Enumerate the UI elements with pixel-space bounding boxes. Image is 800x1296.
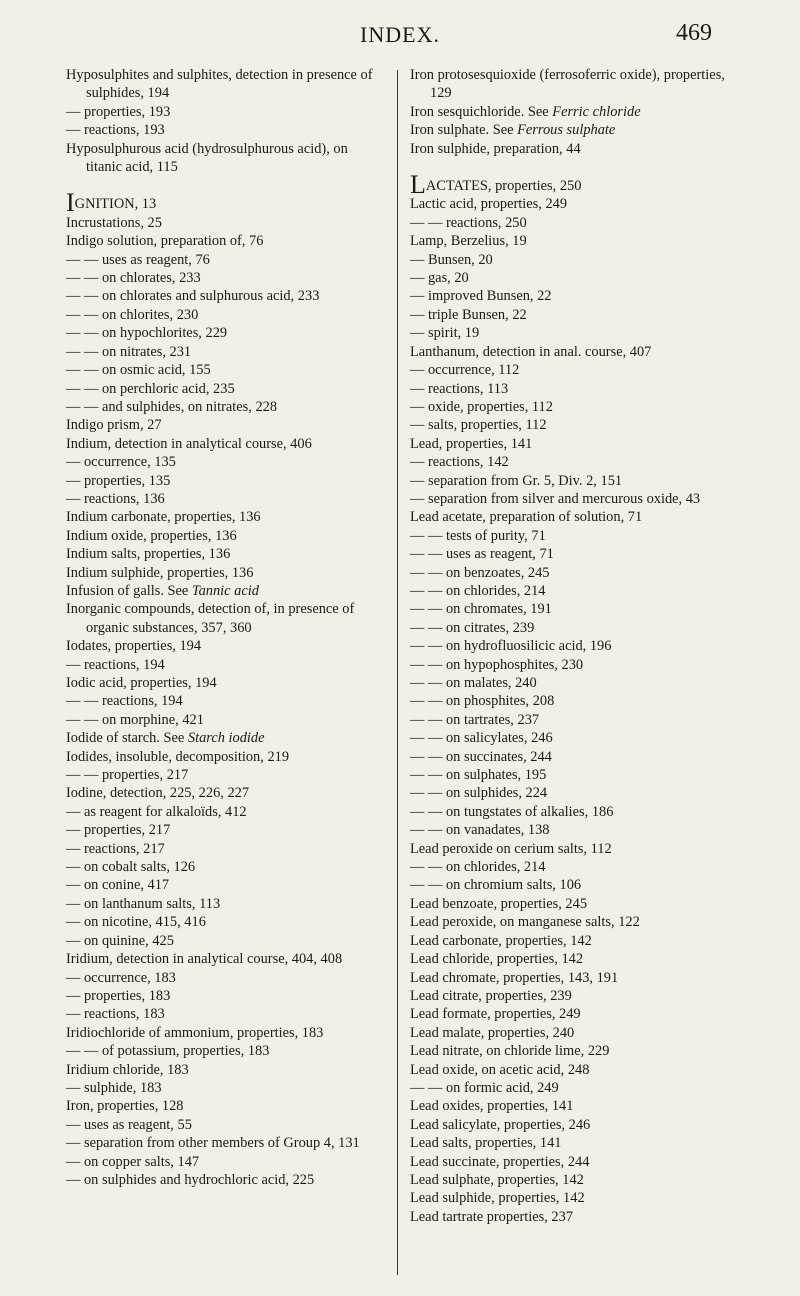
index-entry [410, 950, 736, 968]
index-entry [410, 324, 736, 342]
index-entry [66, 324, 386, 342]
index-entry [410, 692, 736, 710]
entry-text: GNITION, 13 [74, 196, 157, 213]
entry-text: Indium sulphide, properties, 136 [66, 564, 254, 581]
entry-text: — — on osmic acid, 155 [66, 362, 211, 379]
index-entry [410, 1189, 736, 1207]
index-entry [410, 508, 736, 526]
entry-text: — — uses as reagent, 76 [66, 251, 210, 268]
index-entry [410, 784, 736, 802]
entry-text: Lead acetate, preparation of solution, 71 [410, 509, 643, 526]
entry-text: Lead oxides, properties, 141 [410, 1098, 574, 1115]
index-entry [410, 398, 736, 416]
entry-text: — — on chromates, 191 [410, 601, 552, 618]
index-entry [66, 674, 386, 692]
index-entry [410, 729, 736, 747]
entry-text: — — on chlorides, 214 [410, 582, 546, 599]
index-entry [66, 490, 386, 508]
entry-text: Iridium, detection in analytical course, 404, 408 [66, 951, 343, 968]
entry-text: — — on chlorates and sulphurous acid, 233 [66, 288, 320, 305]
index-entry [66, 1171, 386, 1189]
index-entry [410, 121, 736, 139]
index-entry [410, 306, 736, 324]
index-entry [410, 932, 736, 950]
entry-text: Lead nitrate, on chloride lime, 229 [410, 1043, 610, 1060]
index-entry [66, 821, 386, 839]
entry-text: — reactions, 193 [66, 122, 165, 139]
entry-text: — sulphide, 183 [66, 1079, 162, 1096]
index-entry [66, 932, 386, 950]
entry-text: Hyposulphites and sulphites, detection in presence of sulphides, 194 [66, 67, 373, 102]
index-entry [410, 435, 736, 453]
entry-text: — on copper salts, 147 [66, 1153, 200, 1170]
index-entry [410, 232, 736, 250]
entry-text: Incrustations, 25 [66, 214, 162, 231]
entry-text: Iron sulphate. See [410, 122, 518, 139]
index-entry [410, 103, 736, 121]
index-entry [66, 188, 386, 218]
index-entry [66, 987, 386, 1005]
index-entry [66, 140, 386, 177]
index-entry [66, 969, 386, 987]
entry-text: — reactions, 194 [66, 656, 165, 673]
index-entry [410, 766, 736, 784]
index-entry [410, 600, 736, 618]
entry-text: — — on nitrates, 231 [66, 343, 192, 360]
cross-reference: Ferric chloride [552, 103, 641, 120]
entry-text: — — on hydrofluosilicic acid, 196 [410, 638, 612, 655]
entry-text: Lead peroxide on cerium salts, 112 [410, 840, 612, 857]
entry-text: Iodates, properties, 194 [66, 638, 202, 655]
index-entry [66, 472, 386, 490]
entry-text: — on sulphides and hydrochloric acid, 225 [66, 1171, 315, 1188]
index-entry [66, 729, 386, 747]
entry-text: — occurrence, 183 [66, 969, 176, 986]
entry-text: — on cobalt salts, 126 [66, 859, 196, 876]
index-entry [66, 66, 386, 103]
entry-text: — properties, 217 [66, 822, 171, 839]
index-entry [66, 766, 386, 784]
index-entry [66, 1024, 386, 1042]
index-entry [410, 913, 736, 931]
index-entry [410, 1005, 736, 1023]
entry-text: — — reactions, 250 [410, 214, 527, 231]
index-entry [410, 748, 736, 766]
index-entry [410, 170, 736, 200]
index-entry [66, 876, 386, 894]
index-entry [410, 195, 736, 213]
entry-text: — spirit, 19 [410, 325, 480, 342]
entry-text: Iridiochloride of ammonium, properties, 183 [66, 1024, 324, 1041]
entry-text: Lead salts, properties, 141 [410, 1135, 562, 1152]
entry-text: Iridium chloride, 183 [66, 1061, 189, 1078]
index-entry [66, 1005, 386, 1023]
index-entry [66, 582, 386, 600]
entry-text: Indium salts, properties, 136 [66, 546, 231, 563]
index-entry [410, 582, 736, 600]
index-entry [410, 1153, 736, 1171]
index-entry [66, 545, 386, 563]
index-entry [66, 1079, 386, 1097]
entry-text: Lead succinate, properties, 244 [410, 1153, 590, 1170]
entry-text: — — on sulphates, 195 [410, 767, 547, 784]
entry-text: — — on tungstates of alkalies, 186 [410, 803, 614, 820]
entry-text: — — on sulphides, 224 [410, 785, 548, 802]
entry-text: — separation from other members of Group 4, 131 [66, 1135, 360, 1152]
entry-text: Indigo prism, 27 [66, 417, 162, 434]
column-divider [397, 70, 398, 1275]
entry-text: — on quinine, 425 [66, 932, 174, 949]
index-entry [410, 803, 736, 821]
index-entry [66, 656, 386, 674]
entry-text: Iodic acid, properties, 194 [66, 675, 217, 691]
index-column-left [66, 66, 386, 1189]
index-entry [66, 600, 386, 637]
entry-text: — reactions, 217 [66, 840, 165, 857]
entry-text: — occurrence, 112 [410, 362, 520, 379]
entry-text: — — on phosphites, 208 [410, 693, 555, 710]
index-entry [66, 380, 386, 398]
index-entry [66, 564, 386, 582]
entry-text: — — on vanadates, 138 [410, 822, 550, 839]
entry-text: — uses as reagent, 55 [66, 1116, 192, 1133]
entry-text: — properties, 183 [66, 987, 171, 1004]
index-entry [410, 564, 736, 582]
index-entry [410, 269, 736, 287]
entry-text: Iodine, detection, 225, 226, 227 [66, 785, 250, 802]
index-entry [66, 306, 386, 324]
index-entry [410, 416, 736, 434]
index-entry [66, 784, 386, 802]
entry-text: Lanthanum, detection in anal. course, 407 [410, 343, 652, 360]
entry-text: — — on chlorides, 214 [410, 859, 546, 876]
index-entry [410, 453, 736, 471]
index-entry [410, 656, 736, 674]
entry-text: — — reactions, 194 [66, 693, 183, 710]
index-entry [66, 858, 386, 876]
entry-text: — — on salicylates, 246 [410, 730, 553, 747]
entry-text: Lead chromate, properties, 143, 191 [410, 969, 619, 986]
index-entry [410, 895, 736, 913]
index-entry [66, 711, 386, 729]
entry-text: Indium oxide, properties, 136 [66, 527, 237, 544]
entry-text: — separation from silver and mercurous oxide, 43 [410, 490, 701, 507]
index-entry [66, 361, 386, 379]
entry-text: — reactions, 183 [66, 1006, 165, 1023]
entry-text: Indium, detection in analytical course, 406 [66, 435, 312, 452]
entry-text: Lead sulphide, properties, 142 [410, 1190, 585, 1207]
entry-text: — — of potassium, properties, 183 [66, 1043, 270, 1060]
index-entry [410, 674, 736, 692]
entry-text: — on lanthanum salts, 113 [66, 895, 221, 912]
entry-text: — — on chromium salts, 106 [410, 877, 582, 894]
index-entry [410, 711, 736, 729]
entry-text: Iodide of starch. See [66, 730, 188, 747]
entry-text: Infusion of galls. See [66, 582, 192, 599]
index-entry [410, 380, 736, 398]
entry-text: — separation from Gr. 5, Div. 2, 151 [410, 472, 623, 489]
entry-text: — gas, 20 [410, 270, 469, 287]
index-entry [410, 1079, 736, 1097]
index-entry [410, 1171, 736, 1189]
index-column-right [410, 66, 736, 1226]
index-entry [410, 876, 736, 894]
entry-text: — occurrence, 135 [66, 454, 176, 471]
entry-text: — — uses as reagent, 71 [410, 546, 554, 563]
index-entry [66, 287, 386, 305]
entry-text: Iron sesquichloride. See [410, 103, 553, 120]
drop-capital: L [410, 170, 426, 200]
entry-text: Indium carbonate, properties, 136 [66, 509, 261, 526]
entry-text: Hyposulphurous acid (hydrosulphurous acid), on titanic acid, 115 [66, 140, 348, 176]
index-entry [66, 1042, 386, 1060]
index-entry [410, 821, 736, 839]
cross-reference: Ferrous sulphate [517, 122, 616, 139]
index-entry [66, 453, 386, 471]
index-entry [410, 840, 736, 858]
index-entry [66, 121, 386, 139]
index-entry [410, 214, 736, 232]
entry-text: — — on citrates, 239 [410, 619, 535, 636]
index-entry [66, 692, 386, 710]
index-entry [410, 490, 736, 508]
page-title: INDEX. [360, 22, 440, 47]
page-header [0, 20, 800, 60]
entry-text: — — on malates, 240 [410, 675, 537, 691]
entry-text: Lead salicylate, properties, 246 [410, 1116, 591, 1133]
index-entry [410, 1208, 736, 1226]
index-entry [410, 343, 736, 361]
index-entry [66, 435, 386, 453]
page-number: 469 [676, 20, 712, 46]
entry-text: Lead oxide, on acetic acid, 248 [410, 1061, 590, 1078]
index-entry [66, 913, 386, 931]
entry-text: — — on formic acid, 249 [410, 1079, 559, 1096]
entry-text: Iron protosesquioxide (ferrosoferric oxide), properties, 129 [410, 67, 725, 102]
entry-text: Lead tartrate properties, 237 [410, 1208, 574, 1225]
entry-text: — — on hypophosphites, 230 [410, 656, 584, 673]
entry-text: — — on perchloric acid, 235 [66, 380, 235, 397]
index-entry [66, 637, 386, 655]
entry-text: — — tests of purity, 71 [410, 527, 546, 544]
index-entry [410, 969, 736, 987]
entry-text: — — on tartrates, 237 [410, 711, 540, 728]
entry-text: Lead peroxide, on manganese salts, 122 [410, 914, 640, 931]
entry-text: Lamp, Berzelius, 19 [410, 233, 527, 250]
entry-text: — reactions, 136 [66, 490, 165, 507]
entry-text: — — properties, 217 [66, 767, 189, 784]
index-entry [66, 232, 386, 250]
entry-text: — — on chlorites, 230 [66, 306, 199, 323]
index-entry [66, 840, 386, 858]
entry-text: Iron sulphide, preparation, 44 [410, 140, 581, 157]
entry-text: — reactions, 113 [410, 380, 509, 397]
entry-text: Indigo solution, preparation of, 76 [66, 233, 264, 250]
index-entry [410, 1097, 736, 1115]
entry-text: — reactions, 142 [410, 454, 509, 471]
entry-text: — as reagent for alkaloïds, 412 [66, 803, 247, 820]
index-entry [66, 103, 386, 121]
index-entry [66, 1116, 386, 1134]
index-entry [66, 508, 386, 526]
index-entry [66, 251, 386, 269]
index-entry [66, 748, 386, 766]
index-entry [410, 287, 736, 305]
entry-text: Lead chloride, properties, 142 [410, 951, 584, 968]
index-entry [410, 66, 736, 103]
entry-text: Lead formate, properties, 249 [410, 1006, 581, 1023]
cross-reference: Tannic acid [191, 582, 259, 599]
entry-text: — — on chlorates, 233 [66, 270, 201, 287]
entry-text: — properties, 135 [66, 472, 171, 489]
entry-text: — salts, properties, 112 [410, 417, 547, 434]
entry-text: — Bunsen, 20 [410, 251, 493, 268]
entry-text: Lead, properties, 141 [410, 435, 533, 452]
index-entry [410, 1042, 736, 1060]
index-entry [66, 1134, 386, 1152]
entry-text: Lead sulphate, properties, 142 [410, 1171, 584, 1188]
entry-text: — — and sulphides, on nitrates, 228 [66, 398, 278, 415]
index-entry [66, 895, 386, 913]
index-entry [66, 950, 386, 968]
index-entry [410, 1134, 736, 1152]
index-entry [66, 343, 386, 361]
index-entry [410, 527, 736, 545]
index-entry [66, 398, 386, 416]
index-entry [410, 637, 736, 655]
index-entry [66, 214, 386, 232]
index-entry [410, 858, 736, 876]
drop-capital: I [66, 188, 75, 218]
entry-text: Lead benzoate, properties, 245 [410, 895, 588, 912]
index-entry [410, 1116, 736, 1134]
index-entry [410, 619, 736, 637]
entry-text: Lead malate, properties, 240 [410, 1024, 575, 1041]
entry-text: — — on morphine, 421 [66, 711, 204, 728]
index-entry [66, 803, 386, 821]
entry-text: Inorganic compounds, detection of, in presence of organic substances, 357, 360 [66, 601, 355, 636]
entry-text: ACTATES, properties, 250 [425, 178, 582, 195]
entry-text: — properties, 193 [66, 103, 171, 120]
index-entry [410, 251, 736, 269]
entry-text: — — on hypochlorites, 229 [66, 325, 228, 342]
entry-text: — triple Bunsen, 22 [410, 306, 527, 323]
entry-text: — improved Bunsen, 22 [410, 288, 552, 305]
index-entry [410, 1061, 736, 1079]
cross-reference: Starch iodide [187, 730, 265, 747]
index-entry [410, 1024, 736, 1042]
index-entry [66, 1061, 386, 1079]
index-entry [410, 140, 736, 158]
entry-text: — on nicotine, 415, 416 [66, 914, 206, 931]
entry-text: Lead carbonate, properties, 142 [410, 932, 592, 949]
index-entry [66, 416, 386, 434]
index-entry [66, 527, 386, 545]
entry-text: — — on benzoates, 245 [410, 564, 550, 581]
entry-text: Iron, properties, 128 [66, 1098, 184, 1115]
index-entry [410, 472, 736, 490]
entry-text: — oxide, properties, 112 [410, 398, 553, 415]
index-entry [66, 269, 386, 287]
index-entry [66, 1097, 386, 1115]
entry-text: Lead citrate, properties, 239 [410, 987, 572, 1004]
index-entry [66, 1153, 386, 1171]
entry-text: — — on succinates, 244 [410, 748, 552, 765]
index-entry [410, 545, 736, 563]
index-entry [410, 987, 736, 1005]
entry-text: Iodides, insoluble, decomposition, 219 [66, 748, 290, 765]
entry-text: — on conine, 417 [66, 877, 170, 894]
index-entry [410, 361, 736, 379]
entry-text: Lactic acid, properties, 249 [410, 196, 568, 213]
